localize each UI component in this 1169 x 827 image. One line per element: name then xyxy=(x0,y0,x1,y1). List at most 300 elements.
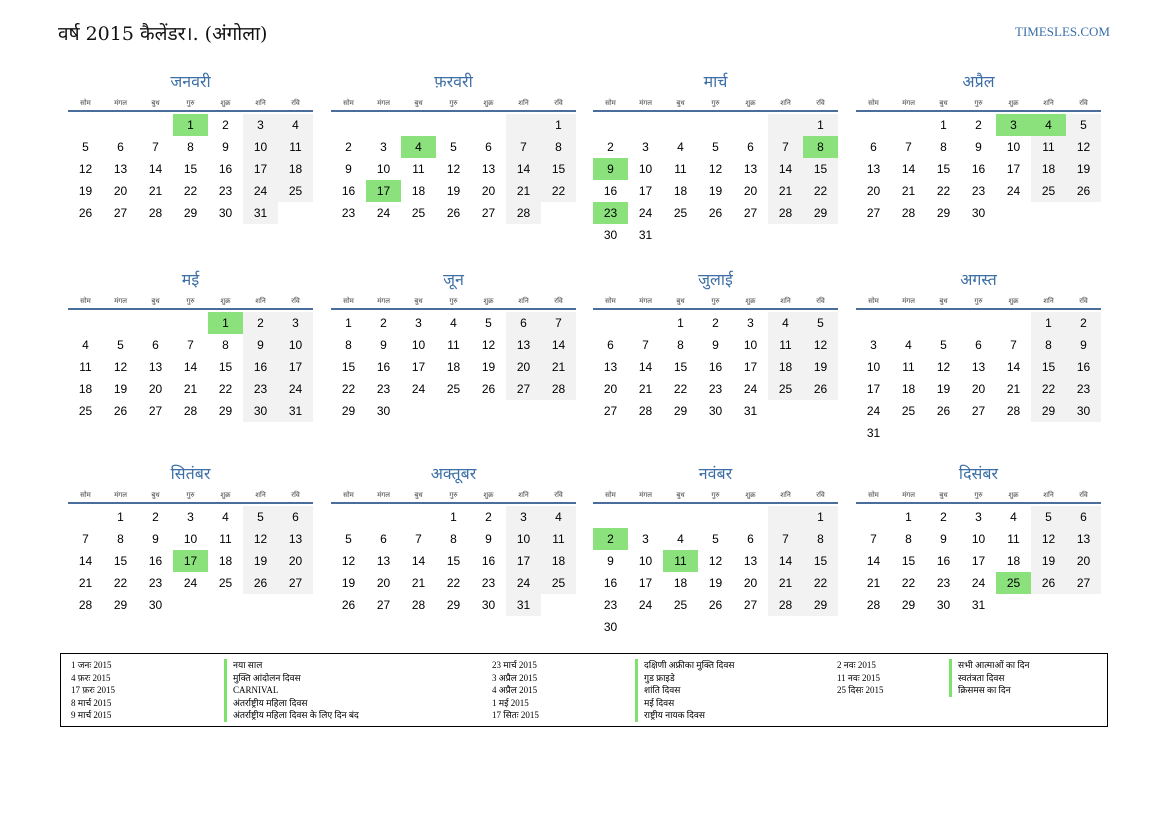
day-cell[interactable]: 21 xyxy=(638,382,653,396)
day-cell[interactable]: 6 xyxy=(152,338,159,352)
day-cell[interactable]: 3 xyxy=(380,140,387,154)
day-cell[interactable]: 26 xyxy=(481,382,496,396)
day-cell[interactable]: 8 xyxy=(677,338,684,352)
day-cell[interactable]: 3 xyxy=(747,316,754,330)
day-cell[interactable]: 31 xyxy=(866,426,881,440)
day-cell[interactable]: 2 xyxy=(152,510,159,524)
day-cell[interactable]: 15 xyxy=(673,360,688,374)
holiday-day[interactable]: 25 xyxy=(996,572,1031,594)
day-cell[interactable]: 26 xyxy=(446,206,461,220)
day-cell[interactable]: 19 xyxy=(481,360,496,374)
day-cell[interactable]: 6 xyxy=(975,338,982,352)
day-cell[interactable]: 18 xyxy=(673,576,688,590)
day-cell[interactable]: 7 xyxy=(1010,338,1017,352)
day-cell[interactable]: 27 xyxy=(866,206,881,220)
day-cell[interactable]: 28 xyxy=(638,404,653,418)
day-cell[interactable]: 18 xyxy=(218,554,233,568)
day-cell[interactable]: 2 xyxy=(712,316,719,330)
day-cell[interactable]: 1 xyxy=(345,316,352,330)
day-cell[interactable]: 16 xyxy=(603,184,618,198)
day-cell[interactable]: 1 xyxy=(803,506,838,528)
day-cell[interactable]: 30 xyxy=(603,228,618,242)
day-cell[interactable]: 23 xyxy=(936,576,951,590)
day-cell[interactable]: 6 xyxy=(1066,506,1101,528)
day-cell[interactable]: 21 xyxy=(768,180,803,202)
day-cell[interactable]: 19 xyxy=(1031,550,1066,572)
day-cell[interactable]: 9 xyxy=(607,554,614,568)
day-cell[interactable]: 2 xyxy=(380,316,387,330)
day-cell[interactable]: 17 xyxy=(1006,162,1021,176)
day-cell[interactable]: 24 xyxy=(743,382,758,396)
day-cell[interactable]: 11 xyxy=(768,334,803,356)
day-cell[interactable]: 28 xyxy=(183,404,198,418)
day-cell[interactable]: 23 xyxy=(971,184,986,198)
day-cell[interactable]: 4 xyxy=(677,140,684,154)
day-cell[interactable]: 14 xyxy=(78,554,93,568)
day-cell[interactable]: 22 xyxy=(936,184,951,198)
day-cell[interactable]: 1 xyxy=(450,510,457,524)
day-cell[interactable]: 10 xyxy=(278,334,313,356)
day-cell[interactable]: 31 xyxy=(743,404,758,418)
day-cell[interactable]: 14 xyxy=(866,554,881,568)
day-cell[interactable]: 4 xyxy=(278,114,313,136)
day-cell[interactable]: 29 xyxy=(803,594,838,616)
day-cell[interactable]: 11 xyxy=(902,360,915,374)
day-cell[interactable]: 25 xyxy=(218,576,233,590)
day-cell[interactable]: 12 xyxy=(341,554,356,568)
day-cell[interactable]: 14 xyxy=(901,162,916,176)
day-cell[interactable]: 26 xyxy=(1066,180,1101,202)
day-cell[interactable]: 10 xyxy=(971,532,986,546)
day-cell[interactable]: 21 xyxy=(1006,382,1021,396)
day-cell[interactable]: 22 xyxy=(218,382,233,396)
day-cell[interactable]: 7 xyxy=(541,312,576,334)
holiday-day[interactable]: 17 xyxy=(173,550,208,572)
day-cell[interactable]: 7 xyxy=(768,136,803,158)
day-cell[interactable]: 18 xyxy=(446,360,461,374)
day-cell[interactable]: 24 xyxy=(971,576,986,590)
day-cell[interactable]: 1 xyxy=(117,510,124,524)
day-cell[interactable]: 26 xyxy=(78,206,93,220)
day-cell[interactable]: 13 xyxy=(1066,528,1101,550)
holiday-day[interactable]: 4 xyxy=(1031,114,1066,136)
day-cell[interactable]: 27 xyxy=(481,206,496,220)
day-cell[interactable]: 31 xyxy=(971,598,986,612)
day-cell[interactable]: 1 xyxy=(541,114,576,136)
day-cell[interactable]: 27 xyxy=(603,404,618,418)
day-cell[interactable]: 18 xyxy=(78,382,93,396)
day-cell[interactable]: 6 xyxy=(607,338,614,352)
day-cell[interactable]: 1 xyxy=(803,114,838,136)
holiday-day[interactable]: 2 xyxy=(593,528,628,550)
day-cell[interactable]: 15 xyxy=(113,554,128,568)
day-cell[interactable]: 15 xyxy=(541,158,576,180)
holiday-day[interactable]: 3 xyxy=(996,114,1031,136)
holiday-day[interactable]: 9 xyxy=(593,158,628,180)
holiday-day[interactable]: 23 xyxy=(593,202,628,224)
day-cell[interactable]: 2 xyxy=(222,118,229,132)
day-cell[interactable]: 18 xyxy=(901,382,916,396)
day-cell[interactable]: 19 xyxy=(708,184,723,198)
day-cell[interactable]: 17 xyxy=(866,382,881,396)
day-cell[interactable]: 29 xyxy=(901,598,916,612)
day-cell[interactable]: 20 xyxy=(481,184,496,198)
day-cell[interactable]: 21 xyxy=(901,184,916,198)
day-cell[interactable]: 24 xyxy=(376,206,391,220)
day-cell[interactable]: 15 xyxy=(803,158,838,180)
day-cell[interactable]: 14 xyxy=(541,334,576,356)
day-cell[interactable]: 26 xyxy=(113,404,128,418)
day-cell[interactable]: 18 xyxy=(673,184,688,198)
day-cell[interactable]: 29 xyxy=(936,206,951,220)
day-cell[interactable]: 10 xyxy=(1006,140,1021,154)
day-cell[interactable]: 14 xyxy=(506,158,541,180)
day-cell[interactable]: 31 xyxy=(638,228,653,242)
day-cell[interactable]: 16 xyxy=(971,162,986,176)
day-cell[interactable]: 19 xyxy=(446,184,461,198)
day-cell[interactable]: 25 xyxy=(78,404,93,418)
day-cell[interactable]: 9 xyxy=(243,334,278,356)
day-cell[interactable]: 2 xyxy=(345,140,352,154)
day-cell[interactable]: 8 xyxy=(450,532,457,546)
day-cell[interactable]: 24 xyxy=(1006,184,1021,198)
day-cell[interactable]: 4 xyxy=(905,338,912,352)
day-cell[interactable]: 28 xyxy=(506,202,541,224)
day-cell[interactable]: 9 xyxy=(1066,334,1101,356)
day-cell[interactable]: 3 xyxy=(642,140,649,154)
site-link[interactable]: TIMESLES.COM xyxy=(1015,24,1110,39)
day-cell[interactable]: 20 xyxy=(376,576,391,590)
day-cell[interactable]: 28 xyxy=(1006,404,1021,418)
day-cell[interactable]: 29 xyxy=(803,202,838,224)
day-cell[interactable]: 16 xyxy=(218,162,233,176)
day-cell[interactable]: 17 xyxy=(411,360,426,374)
day-cell[interactable]: 7 xyxy=(870,532,877,546)
day-cell[interactable]: 10 xyxy=(411,338,426,352)
day-cell[interactable]: 25 xyxy=(901,404,916,418)
day-cell[interactable]: 6 xyxy=(747,140,754,154)
day-cell[interactable]: 30 xyxy=(971,206,986,220)
day-cell[interactable]: 22 xyxy=(1031,378,1066,400)
day-cell[interactable]: 13 xyxy=(971,360,986,374)
day-cell[interactable]: 23 xyxy=(1066,378,1101,400)
day-cell[interactable]: 12 xyxy=(936,360,951,374)
day-cell[interactable]: 20 xyxy=(113,184,128,198)
day-cell[interactable]: 8 xyxy=(187,140,194,154)
day-cell[interactable]: 14 xyxy=(411,554,426,568)
day-cell[interactable]: 18 xyxy=(768,356,803,378)
day-cell[interactable]: 13 xyxy=(743,162,758,176)
day-cell[interactable]: 8 xyxy=(940,140,947,154)
day-cell[interactable]: 26 xyxy=(1031,572,1066,594)
day-cell[interactable]: 16 xyxy=(148,554,163,568)
day-cell[interactable]: 23 xyxy=(708,382,723,396)
day-cell[interactable]: 30 xyxy=(481,598,496,612)
day-cell[interactable]: 15 xyxy=(936,162,951,176)
day-cell[interactable]: 23 xyxy=(603,598,618,612)
day-cell[interactable]: 7 xyxy=(187,338,194,352)
day-cell[interactable]: 22 xyxy=(113,576,128,590)
day-cell[interactable]: 23 xyxy=(481,576,496,590)
day-cell[interactable]: 21 xyxy=(866,576,881,590)
day-cell[interactable]: 2 xyxy=(940,510,947,524)
day-cell[interactable]: 30 xyxy=(376,404,391,418)
day-cell[interactable]: 29 xyxy=(673,404,688,418)
day-cell[interactable]: 5 xyxy=(485,316,492,330)
day-cell[interactable]: 31 xyxy=(243,202,278,224)
day-cell[interactable]: 13 xyxy=(376,554,391,568)
day-cell[interactable]: 9 xyxy=(222,140,229,154)
day-cell[interactable]: 14 xyxy=(638,360,653,374)
day-cell[interactable]: 13 xyxy=(866,162,881,176)
day-cell[interactable]: 6 xyxy=(747,532,754,546)
day-cell[interactable]: 27 xyxy=(506,378,541,400)
day-cell[interactable]: 9 xyxy=(485,532,492,546)
day-cell[interactable]: 29 xyxy=(113,598,128,612)
day-cell[interactable]: 12 xyxy=(708,162,723,176)
day-cell[interactable]: 25 xyxy=(1031,180,1066,202)
day-cell[interactable]: 5 xyxy=(712,532,719,546)
day-cell[interactable]: 19 xyxy=(243,550,278,572)
day-cell[interactable]: 25 xyxy=(446,382,461,396)
day-cell[interactable]: 21 xyxy=(541,356,576,378)
day-cell[interactable]: 7 xyxy=(152,140,159,154)
day-cell[interactable]: 17 xyxy=(506,550,541,572)
day-cell[interactable]: 26 xyxy=(708,206,723,220)
day-cell[interactable]: 20 xyxy=(506,356,541,378)
day-cell[interactable]: 20 xyxy=(1066,550,1101,572)
day-cell[interactable]: 20 xyxy=(743,184,758,198)
day-cell[interactable]: 13 xyxy=(743,554,758,568)
day-cell[interactable]: 9 xyxy=(712,338,719,352)
day-cell[interactable]: 12 xyxy=(78,162,93,176)
day-cell[interactable]: 22 xyxy=(446,576,461,590)
day-cell[interactable]: 20 xyxy=(971,382,986,396)
day-cell[interactable]: 16 xyxy=(243,356,278,378)
day-cell[interactable]: 3 xyxy=(870,338,877,352)
day-cell[interactable]: 20 xyxy=(743,576,758,590)
day-cell[interactable]: 26 xyxy=(341,598,356,612)
day-cell[interactable]: 30 xyxy=(218,206,233,220)
day-cell[interactable]: 15 xyxy=(218,360,233,374)
day-cell[interactable]: 17 xyxy=(278,356,313,378)
day-cell[interactable]: 3 xyxy=(415,316,422,330)
day-cell[interactable]: 10 xyxy=(243,136,278,158)
day-cell[interactable]: 21 xyxy=(78,576,93,590)
day-cell[interactable]: 13 xyxy=(506,334,541,356)
day-cell[interactable]: 8 xyxy=(345,338,352,352)
day-cell[interactable]: 1 xyxy=(677,316,684,330)
day-cell[interactable]: 10 xyxy=(183,532,198,546)
day-cell[interactable]: 19 xyxy=(1066,158,1101,180)
day-cell[interactable]: 22 xyxy=(541,180,576,202)
day-cell[interactable]: 6 xyxy=(380,532,387,546)
day-cell[interactable]: 20 xyxy=(603,382,618,396)
day-cell[interactable]: 4 xyxy=(677,532,684,546)
day-cell[interactable]: 27 xyxy=(278,572,313,594)
day-cell[interactable]: 4 xyxy=(541,506,576,528)
day-cell[interactable]: 28 xyxy=(78,598,93,612)
day-cell[interactable]: 8 xyxy=(1031,334,1066,356)
holiday-day[interactable]: 4 xyxy=(401,136,436,158)
day-cell[interactable]: 29 xyxy=(446,598,461,612)
day-cell[interactable]: 5 xyxy=(1066,114,1101,136)
day-cell[interactable]: 13 xyxy=(481,162,496,176)
day-cell[interactable]: 24 xyxy=(278,378,313,400)
day-cell[interactable]: 4 xyxy=(450,316,457,330)
day-cell[interactable]: 23 xyxy=(243,378,278,400)
day-cell[interactable]: 11 xyxy=(412,162,425,176)
day-cell[interactable]: 7 xyxy=(905,140,912,154)
day-cell[interactable]: 7 xyxy=(642,338,649,352)
holiday-day[interactable]: 1 xyxy=(173,114,208,136)
day-cell[interactable]: 18 xyxy=(278,158,313,180)
day-cell[interactable]: 12 xyxy=(708,554,723,568)
day-cell[interactable]: 6 xyxy=(485,140,492,154)
day-cell[interactable]: 28 xyxy=(768,202,803,224)
day-cell[interactable]: 21 xyxy=(768,572,803,594)
day-cell[interactable]: 16 xyxy=(936,554,951,568)
day-cell[interactable]: 1 xyxy=(905,510,912,524)
day-cell[interactable]: 7 xyxy=(415,532,422,546)
day-cell[interactable]: 3 xyxy=(278,312,313,334)
day-cell[interactable]: 17 xyxy=(971,554,986,568)
day-cell[interactable]: 17 xyxy=(743,360,758,374)
day-cell[interactable]: 12 xyxy=(113,360,128,374)
day-cell[interactable]: 5 xyxy=(345,532,352,546)
holiday-day[interactable]: 8 xyxy=(803,136,838,158)
day-cell[interactable]: 12 xyxy=(243,528,278,550)
day-cell[interactable]: 16 xyxy=(341,184,356,198)
day-cell[interactable]: 26 xyxy=(708,598,723,612)
day-cell[interactable]: 30 xyxy=(936,598,951,612)
day-cell[interactable]: 25 xyxy=(673,598,688,612)
day-cell[interactable]: 2 xyxy=(1066,312,1101,334)
day-cell[interactable]: 7 xyxy=(506,136,541,158)
day-cell[interactable]: 21 xyxy=(411,576,426,590)
day-cell[interactable]: 24 xyxy=(411,382,426,396)
day-cell[interactable]: 16 xyxy=(376,360,391,374)
day-cell[interactable]: 13 xyxy=(603,360,618,374)
day-cell[interactable]: 29 xyxy=(218,404,233,418)
day-cell[interactable]: 25 xyxy=(278,180,313,202)
day-cell[interactable]: 4 xyxy=(768,312,803,334)
day-cell[interactable]: 3 xyxy=(243,114,278,136)
day-cell[interactable]: 9 xyxy=(345,162,352,176)
day-cell[interactable]: 29 xyxy=(1031,400,1066,422)
day-cell[interactable]: 5 xyxy=(1031,506,1066,528)
day-cell[interactable]: 10 xyxy=(638,162,653,176)
day-cell[interactable]: 20 xyxy=(278,550,313,572)
day-cell[interactable]: 5 xyxy=(803,312,838,334)
day-cell[interactable]: 27 xyxy=(743,598,758,612)
day-cell[interactable]: 5 xyxy=(450,140,457,154)
day-cell[interactable]: 21 xyxy=(506,180,541,202)
day-cell[interactable]: 15 xyxy=(901,554,916,568)
day-cell[interactable]: 23 xyxy=(376,382,391,396)
day-cell[interactable]: 23 xyxy=(218,184,233,198)
day-cell[interactable]: 18 xyxy=(1031,158,1066,180)
day-cell[interactable]: 8 xyxy=(222,338,229,352)
day-cell[interactable]: 15 xyxy=(1031,356,1066,378)
day-cell[interactable]: 16 xyxy=(1066,356,1101,378)
day-cell[interactable]: 9 xyxy=(975,140,982,154)
day-cell[interactable]: 4 xyxy=(1010,510,1017,524)
day-cell[interactable]: 5 xyxy=(940,338,947,352)
day-cell[interactable]: 25 xyxy=(541,572,576,594)
day-cell[interactable]: 22 xyxy=(341,382,356,396)
day-cell[interactable]: 22 xyxy=(803,572,838,594)
day-cell[interactable]: 26 xyxy=(803,378,838,400)
day-cell[interactable]: 26 xyxy=(243,572,278,594)
day-cell[interactable]: 12 xyxy=(803,334,838,356)
day-cell[interactable]: 11 xyxy=(674,162,687,176)
day-cell[interactable]: 12 xyxy=(481,338,496,352)
day-cell[interactable]: 31 xyxy=(278,400,313,422)
day-cell[interactable]: 21 xyxy=(148,184,163,198)
day-cell[interactable]: 14 xyxy=(768,158,803,180)
day-cell[interactable]: 15 xyxy=(183,162,198,176)
day-cell[interactable]: 27 xyxy=(148,404,163,418)
day-cell[interactable]: 30 xyxy=(243,400,278,422)
day-cell[interactable]: 10 xyxy=(866,360,881,374)
day-cell[interactable]: 15 xyxy=(341,360,356,374)
day-cell[interactable]: 22 xyxy=(183,184,198,198)
day-cell[interactable]: 8 xyxy=(117,532,124,546)
day-cell[interactable]: 6 xyxy=(278,506,313,528)
day-cell[interactable]: 13 xyxy=(113,162,128,176)
day-cell[interactable]: 13 xyxy=(278,528,313,550)
day-cell[interactable]: 12 xyxy=(1066,136,1101,158)
day-cell[interactable]: 16 xyxy=(481,554,496,568)
day-cell[interactable]: 21 xyxy=(183,382,198,396)
day-cell[interactable]: 12 xyxy=(446,162,461,176)
day-cell[interactable]: 5 xyxy=(712,140,719,154)
day-cell[interactable]: 24 xyxy=(866,404,881,418)
day-cell[interactable]: 2 xyxy=(607,140,614,154)
day-cell[interactable]: 31 xyxy=(506,594,541,616)
day-cell[interactable]: 28 xyxy=(148,206,163,220)
day-cell[interactable]: 17 xyxy=(638,184,653,198)
day-cell[interactable]: 25 xyxy=(411,206,426,220)
day-cell[interactable]: 30 xyxy=(148,598,163,612)
day-cell[interactable]: 1 xyxy=(1031,312,1066,334)
day-cell[interactable]: 13 xyxy=(148,360,163,374)
day-cell[interactable]: 8 xyxy=(803,528,838,550)
day-cell[interactable]: 8 xyxy=(541,136,576,158)
day-cell[interactable]: 11 xyxy=(219,532,232,546)
day-cell[interactable]: 3 xyxy=(506,506,541,528)
day-cell[interactable]: 11 xyxy=(1007,532,1020,546)
day-cell[interactable]: 10 xyxy=(743,338,758,352)
day-cell[interactable]: 27 xyxy=(376,598,391,612)
day-cell[interactable]: 18 xyxy=(411,184,426,198)
day-cell[interactable]: 22 xyxy=(803,180,838,202)
day-cell[interactable]: 5 xyxy=(82,140,89,154)
holiday-day[interactable]: 17 xyxy=(366,180,401,202)
day-cell[interactable]: 28 xyxy=(541,378,576,400)
day-cell[interactable]: 19 xyxy=(78,184,93,198)
day-cell[interactable]: 27 xyxy=(743,206,758,220)
day-cell[interactable]: 27 xyxy=(971,404,986,418)
day-cell[interactable]: 18 xyxy=(1006,554,1021,568)
day-cell[interactable]: 14 xyxy=(148,162,163,176)
day-cell[interactable]: 28 xyxy=(901,206,916,220)
day-cell[interactable]: 29 xyxy=(183,206,198,220)
day-cell[interactable]: 20 xyxy=(866,184,881,198)
day-cell[interactable]: 3 xyxy=(975,510,982,524)
day-cell[interactable]: 6 xyxy=(117,140,124,154)
